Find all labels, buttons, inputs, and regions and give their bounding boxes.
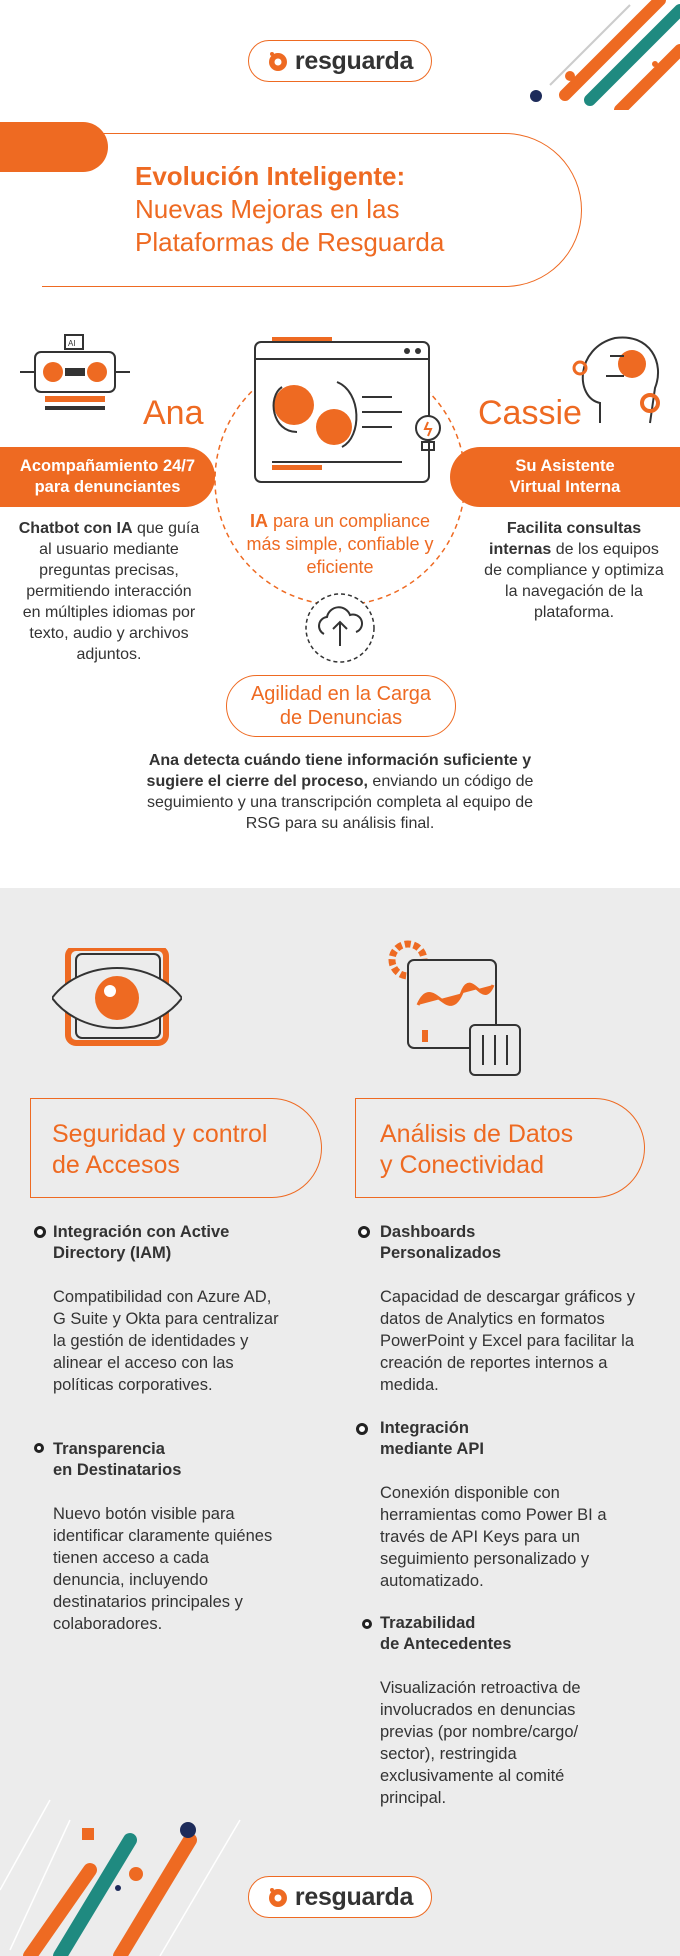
robot-icon <box>15 330 135 420</box>
analisis-item-1-text: Capacidad de descargar gráficos y datos de Analytics en formatos PowerPoint y Excel para facilitar la creación de reportes internos a medida. <box>380 1288 635 1394</box>
logo-text: resguarda <box>294 1882 414 1911</box>
seguridad-item-1-heading: Integración con Active Directory (IAM) <box>53 1223 230 1262</box>
brand-logo-bottom <box>248 1876 432 1918</box>
brand-logo-top <box>248 40 432 82</box>
ai-dashboard-icon <box>252 337 432 487</box>
agent-name-ana: Ana <box>143 394 204 432</box>
logo-mark-icon <box>267 50 289 72</box>
analisis-item-3-heading: Trazabilidad de Antecedentes <box>380 1614 512 1653</box>
cassie-pill: Su Asistente Virtual Interna <box>450 447 680 507</box>
analisis-item-1-heading: Dashboards Personalizados <box>380 1223 502 1262</box>
decorative-stripes-top <box>510 0 680 110</box>
bullet-icon <box>358 1226 370 1238</box>
page-title: Evolución Inteligente: Nuevas Mejoras en las Plataformas de Resguarda <box>135 161 445 257</box>
bullet-icon <box>362 1619 372 1629</box>
eye-scan-icon <box>52 948 182 1048</box>
ana-description: Chatbot con IA que guía al usuario mediante preguntas precisas, permitiendo interacción en múltiples idiomas por texto, audio y archivos adjuntos. <box>18 520 200 663</box>
cloud-upload-icon <box>302 590 378 666</box>
svg-text:AI: AI <box>68 339 76 348</box>
lightbulb-icon <box>410 410 446 460</box>
logo-mark-icon <box>267 1886 289 1908</box>
analytics-chart-icon <box>378 930 528 1080</box>
bullet-icon <box>34 1443 44 1453</box>
agent-name-cassie: Cassie <box>478 394 582 432</box>
logo-text: resguarda <box>294 46 414 75</box>
center-tagline: IA para un compliance más simple, confiable y eficiente <box>246 511 434 577</box>
analisis-item-2-text: Conexión disponible con herramientas como Power BI a través de API Keys para un seguimiento personalizado y automatizado. <box>380 1484 607 1590</box>
analisis-item-2-heading: Integración mediante API <box>380 1419 484 1458</box>
bullet-icon <box>34 1226 46 1238</box>
ai-head-icon <box>570 328 670 438</box>
analisis-item-3-text: Visualización retroactiva de involucrados en denuncias previas (por nombre/cargo/ sector), restringida exclusivamente al comité principal. <box>380 1679 581 1807</box>
seguridad-item-2-heading: Transparencia en Destinatarios <box>53 1440 182 1479</box>
ana-pill: Acompañamiento 24/7 para denunciantes <box>0 447 215 507</box>
bullet-icon <box>356 1423 368 1435</box>
cassie-description: Facilita consultas internas de los equipos de compliance y optimiza la navegación de la plataforma. <box>484 520 664 621</box>
seguridad-title: Seguridad y control de Accesos <box>52 1120 268 1179</box>
analisis-title: Análisis de Datos y Conectividad <box>380 1120 574 1179</box>
agilidad-description: Ana detecta cuándo tiene información suficiente y sugiere el cierre del proceso, enviando un código de seguimiento y una transcripción completa al equipo de RSG para su análisis final. <box>146 752 534 832</box>
decorative-stripes-bottom <box>0 1780 250 1956</box>
seguridad-item-2-text: Nuevo botón visible para identificar claramente quiénes tienen acceso a cada denuncia, incluyendo destinatarios principales y colaboradores. <box>53 1505 273 1633</box>
agilidad-pill: Agilidad en la Carga de Denuncias <box>226 675 456 737</box>
seguridad-item-1-text: Compatibilidad con Azure AD, G Suite y Okta para centralizar la gestión de identidades y alinear el acceso con las políticas corporatives. <box>53 1288 279 1394</box>
